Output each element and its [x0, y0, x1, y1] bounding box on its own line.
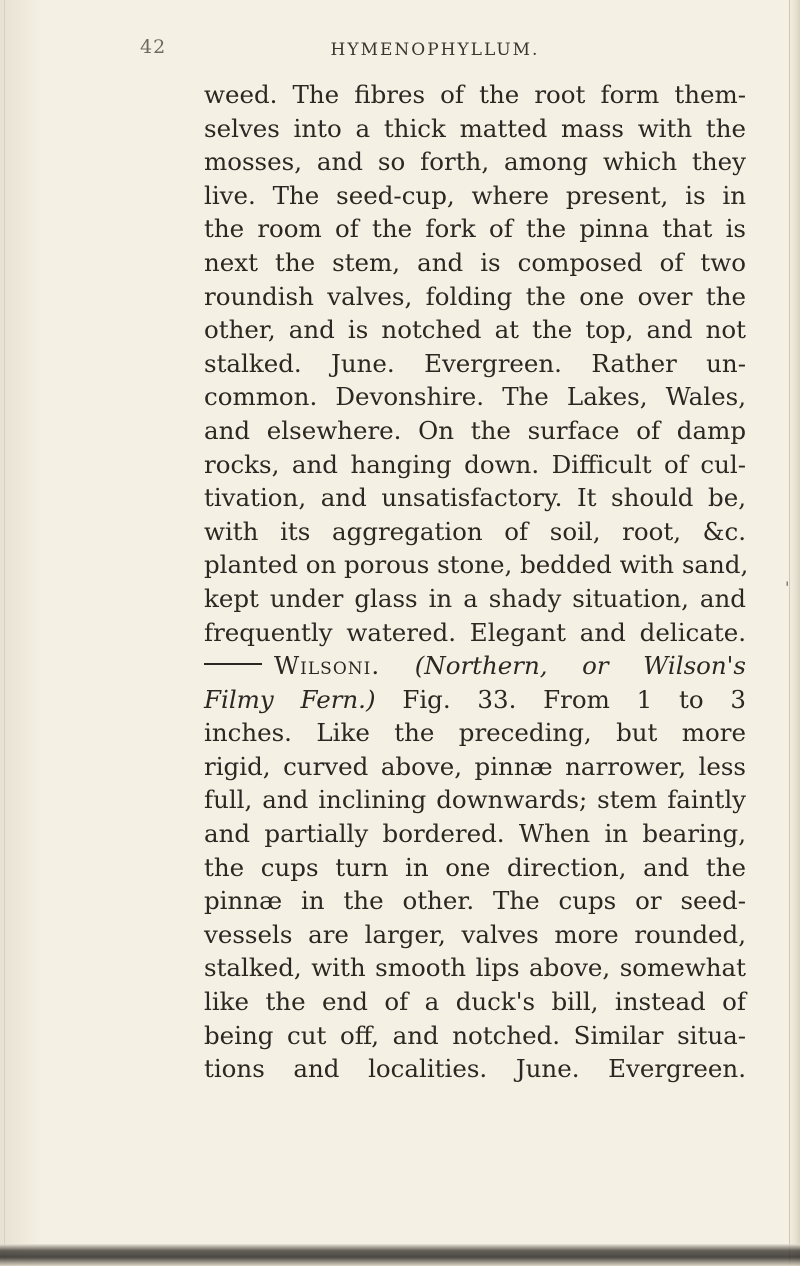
text-line: pinnæ in the other. The cups or seed- — [204, 886, 746, 916]
text-line: frequently watered. Elegant and delicate. — [204, 617, 746, 647]
text-line: roundish valves, folding the one over the — [204, 281, 746, 311]
page-gutter — [0, 0, 40, 1266]
page-edge-line — [789, 0, 790, 1266]
text-line: tions and localities. June. Evergreen. — [204, 1054, 746, 1084]
text-line: rigid, curved above, pinnæ narrower, less — [204, 751, 746, 781]
text-line: other, and is notched at the top, and not — [204, 315, 746, 345]
text-line: and partially bordered. When in bearing, — [204, 819, 746, 849]
body-text — [204, 78, 749, 1086]
em-dash-rule — [204, 663, 262, 665]
gutter-line — [4, 0, 5, 1266]
page-number: 42 — [140, 36, 167, 58]
common-name: (Northern, or Wilson's — [414, 651, 746, 681]
text-line: being cut off, and notched. Similar situa- — [204, 1020, 746, 1050]
text-line: mosses, and so forth, among which they — [204, 147, 746, 177]
text-line: common. Devonshire. The Lakes, Wales, — [204, 382, 746, 412]
text-line: the cups turn in one direction, and the — [204, 852, 746, 882]
text-line: weed. The fibres of the root form them- — [204, 80, 746, 109]
text-line: with its aggregation of soil, root, &c. — [204, 516, 746, 546]
species-heading-line — [204, 649, 746, 683]
species-heading — [274, 649, 746, 683]
text-line: rocks, and hanging down. Difficult of cul- — [204, 449, 746, 479]
text-line: selves into a thick matted mass with the — [204, 113, 746, 143]
text-line: stalked, with smooth lips above, somewhat — [204, 953, 746, 983]
common-name-cont: Filmy Fern.) — [204, 684, 376, 714]
running-title: HYMENOPHYLLUM. — [330, 40, 540, 60]
text-line: full, and inclining downwards; stem faintly — [204, 785, 746, 815]
text-line: next the stem, and is composed of two — [204, 247, 746, 277]
figure-reference: Fig. 33. From 1 to 3 — [402, 684, 746, 714]
text-line: tivation, and unsatisfactory. It should be, — [204, 483, 746, 513]
text-line: stalked. June. Evergreen. Rather un- — [204, 348, 746, 378]
text-line — [204, 683, 746, 717]
text-line: kept under glass in a shady situation, and — [204, 583, 746, 613]
text-line: the room of the fork of the pinna that is — [204, 214, 746, 244]
species-name: Wilsoni. — [274, 651, 381, 681]
text-line: like the end of a duck's bill, instead of — [204, 987, 746, 1017]
margin-mark: ' — [785, 578, 790, 597]
text-line: live. The seed-cup, where present, is in — [204, 180, 746, 210]
page-bottom-edge — [0, 1244, 800, 1266]
text-line: vessels are larger, valves more rounded, — [204, 919, 746, 949]
text-line: inches. Like the preceding, but more — [204, 718, 746, 748]
text-line: planted on porous stone, bedded with sand, — [204, 550, 749, 580]
text-line: and elsewhere. On the surface of damp — [204, 415, 746, 445]
